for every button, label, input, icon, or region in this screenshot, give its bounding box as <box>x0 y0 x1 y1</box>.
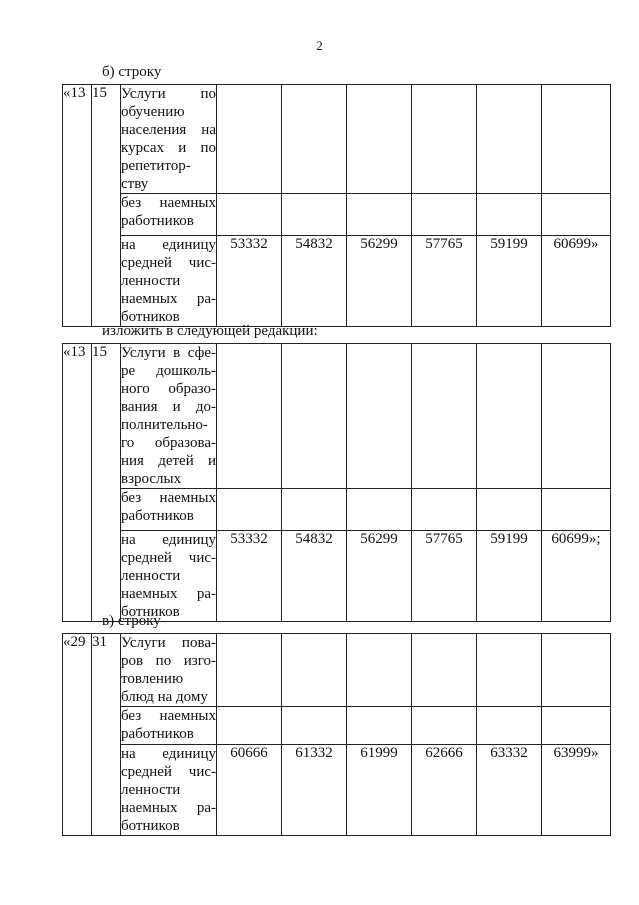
desc-line: взрослых <box>121 471 182 487</box>
empty-cell <box>282 489 347 531</box>
value-cell: 56299 <box>347 236 412 327</box>
value-cell: 60699» <box>542 236 611 327</box>
desc-line: на единицу <box>121 746 216 762</box>
desc-line: ботников <box>121 818 180 834</box>
desc-line: населения на <box>121 122 216 138</box>
description-cell <box>121 344 217 489</box>
empty-cell <box>347 489 412 531</box>
desc-line: наемных ра- <box>121 800 216 816</box>
empty-cell <box>282 707 347 745</box>
empty-cell <box>217 344 282 489</box>
desc-line: ров по изго- <box>121 653 216 669</box>
empty-cell <box>217 634 282 707</box>
code-cell: «13 <box>63 85 92 327</box>
empty-cell <box>412 634 477 707</box>
desc-line: на единицу <box>121 532 216 548</box>
desc-line: наемных ра- <box>121 291 216 307</box>
empty-cell <box>282 194 347 236</box>
empty-cell <box>412 194 477 236</box>
desc-line: ленности <box>121 782 181 798</box>
empty-cell <box>477 634 542 707</box>
subtype-cell <box>121 489 217 531</box>
desc-line: средней чис- <box>121 255 216 271</box>
subtype-cell <box>121 707 217 745</box>
desc-line: ству <box>121 176 149 192</box>
empty-cell <box>347 707 412 745</box>
value-cell: 59199 <box>477 236 542 327</box>
desc-line: ния детей и <box>121 453 216 469</box>
empty-cell <box>477 707 542 745</box>
caption-b: б) строку <box>102 64 162 80</box>
desc-line: Услуги по <box>121 86 216 102</box>
desc-line: без наемных <box>121 195 216 211</box>
desc-line: работников <box>121 726 194 742</box>
empty-cell <box>347 344 412 489</box>
desc-line: ного образо- <box>121 381 216 397</box>
table-row <box>63 531 611 622</box>
desc-line: ленности <box>121 273 181 289</box>
empty-cell <box>412 85 477 194</box>
code-cell: 15 <box>92 85 121 327</box>
desc-line: средней чис- <box>121 764 216 780</box>
code-cell: «29 <box>63 634 92 836</box>
empty-cell <box>282 85 347 194</box>
code-cell: «13 <box>63 344 92 622</box>
value-cell: 57765 <box>412 531 477 622</box>
value-cell: 54832 <box>282 236 347 327</box>
value-cell: 61332 <box>282 745 347 836</box>
desc-line: обучению <box>121 104 185 120</box>
empty-cell <box>412 489 477 531</box>
desc-line: ботников <box>121 309 180 325</box>
empty-cell <box>477 85 542 194</box>
empty-cell <box>217 85 282 194</box>
desc-line: на единицу <box>121 237 216 253</box>
desc-line: работников <box>121 213 194 229</box>
subtype-cell <box>121 745 217 836</box>
desc-line: средней чис- <box>121 550 216 566</box>
empty-cell <box>477 489 542 531</box>
table-row <box>63 236 611 327</box>
desc-line: вания и до- <box>121 399 216 415</box>
description-cell <box>121 85 217 194</box>
value-cell: 53332 <box>217 236 282 327</box>
desc-line: ре дошколь- <box>121 363 216 379</box>
desc-line: блюд на дому <box>121 689 208 705</box>
code-cell: 31 <box>92 634 121 836</box>
desc-line: без наемных <box>121 490 216 506</box>
value-cell: 63999» <box>542 745 611 836</box>
value-cell: 60666 <box>217 745 282 836</box>
empty-cell <box>412 707 477 745</box>
desc-line: репетитор- <box>121 158 191 174</box>
table-row <box>63 194 611 236</box>
empty-cell <box>217 194 282 236</box>
table-row-block <box>62 343 611 622</box>
value-cell: 57765 <box>412 236 477 327</box>
desc-line: работников <box>121 508 194 524</box>
empty-cell <box>542 634 611 707</box>
desc-line: ботников <box>121 604 180 620</box>
desc-line: без наемных <box>121 708 216 724</box>
value-cell: 53332 <box>217 531 282 622</box>
value-cell: 63332 <box>477 745 542 836</box>
table-row-block <box>62 633 611 836</box>
desc-line: го образова- <box>121 435 216 451</box>
empty-cell <box>542 489 611 531</box>
empty-cell <box>542 85 611 194</box>
empty-cell <box>347 85 412 194</box>
table-row <box>63 85 611 194</box>
code-cell: 15 <box>92 344 121 622</box>
desc-line: Услуги пова- <box>121 635 216 651</box>
value-cell: 59199 <box>477 531 542 622</box>
empty-cell <box>217 707 282 745</box>
desc-line: наемных ра- <box>121 586 216 602</box>
table-row <box>63 344 611 489</box>
table-row <box>63 489 611 531</box>
desc-line: курсах и по <box>121 140 216 156</box>
desc-line: ленности <box>121 568 181 584</box>
empty-cell <box>542 707 611 745</box>
empty-cell <box>542 194 611 236</box>
subtype-cell <box>121 194 217 236</box>
subtype-cell <box>121 531 217 622</box>
empty-cell <box>217 489 282 531</box>
value-cell: 56299 <box>347 531 412 622</box>
value-cell: 61999 <box>347 745 412 836</box>
table-row <box>63 745 611 836</box>
value-cell: 54832 <box>282 531 347 622</box>
desc-line: полнительно- <box>121 417 208 433</box>
caption-edit: изложить в следующей редакции: <box>102 323 318 339</box>
desc-line: товлению <box>121 671 184 687</box>
empty-cell <box>282 344 347 489</box>
table-row <box>63 634 611 707</box>
value-cell: 60699»; <box>542 531 611 622</box>
value-cell: 62666 <box>412 745 477 836</box>
description-cell <box>121 634 217 707</box>
empty-cell <box>412 344 477 489</box>
empty-cell <box>542 344 611 489</box>
empty-cell <box>347 634 412 707</box>
table-row-block <box>62 84 611 327</box>
page-number: 2 <box>316 38 323 53</box>
table-row <box>63 707 611 745</box>
empty-cell <box>477 194 542 236</box>
empty-cell <box>477 344 542 489</box>
desc-line: Услуги в сфе- <box>121 345 216 361</box>
empty-cell <box>347 194 412 236</box>
caption-v: в) строку <box>102 613 161 629</box>
subtype-cell <box>121 236 217 327</box>
empty-cell <box>282 634 347 707</box>
